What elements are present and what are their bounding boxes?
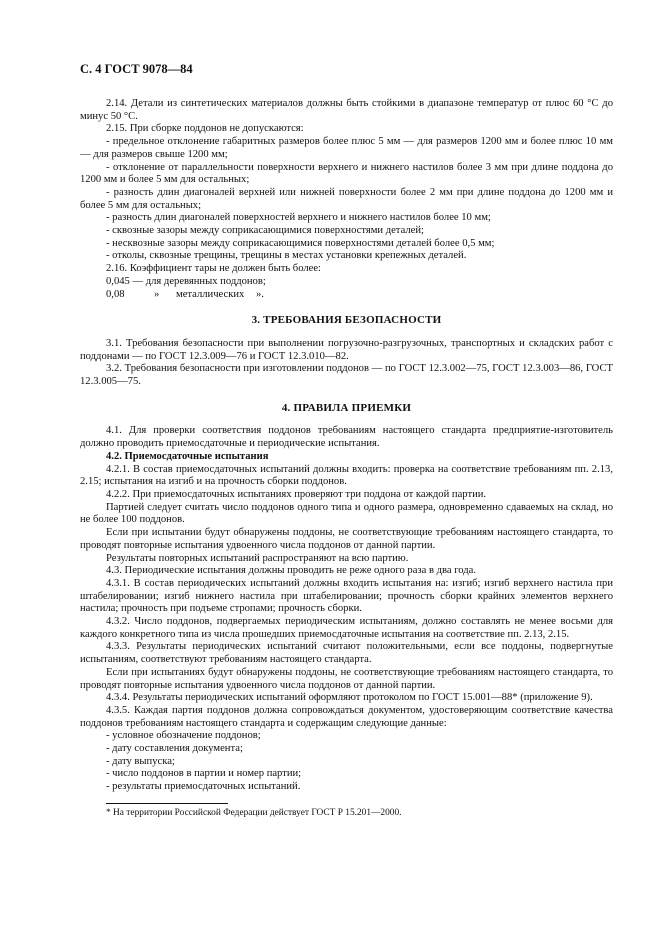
clause-4-1: 4.1. Для проверки соответствия поддонов требованиям настоящего стандарта предприятие-изготовитель должно проводить приемосдаточные и периодические испытания.	[80, 425, 613, 450]
tare-value: 0,08	[106, 288, 125, 300]
list-item: - отколы, сквозные трещины, трещины в местах установки крепежных деталей.	[106, 250, 467, 262]
clause-3-2: 3.2. Требования безопасности при изготовлении поддонов — по ГОСТ 12.3.002—75, ГОСТ 12.3.003—86, ГОСТ 12.3.005—75.	[80, 363, 613, 388]
clause-2-14: 2.14. Детали из синтетических материалов должны быть стойкими в диапазоне температур от плюс 60 °С до минус 50 °С.	[80, 98, 613, 122]
page-header: С. 4 ГОСТ 9078—84	[80, 62, 193, 76]
clause-4-3: 4.3. Периодические испытания должны проводить не реже одного раза в два года.	[106, 565, 477, 577]
clause-4-3-1: 4.3.1. В состав периодических испытаний должны входить испытания на: изгиб; изгиб верхнего настила при штабелировании; изгиб нижнего настила при штабелировании; прочность сборки крайних элементов верхнего настила; прочность при подъеме стропами; прочность сборки.	[80, 577, 613, 615]
tare-material: металлических	[176, 288, 245, 300]
clause-4-3-4: 4.3.4. Результаты периодических испытаний оформляют протоколом по ГОСТ 15.001—88* (приложение 9).	[106, 692, 593, 704]
ditto-mark: »	[154, 288, 160, 300]
clause-4-3-5: 4.3.5. Каждая партия поддонов должна сопровождаться документом, удостоверяющим соответствие качества поддонов требованиям настоящего стандарта и содержащим следующие данные:	[80, 704, 613, 729]
list-item: - дату выпуска;	[106, 755, 175, 767]
tare-row-wood-text: 0,045 — для деревянных поддонов;	[106, 275, 266, 287]
clause-4-2-1: 4.2.1. В состав приемосдаточных испытаний должны входить: проверка на соответствие требованиям пп. 2.13, 2.15; испытания на изгиб и на прочность сборки поддонов.	[80, 463, 613, 488]
paragraph: Если при испытаниях будут обнаружены поддоны, не соответствующие требованиям настоящего стандарта, то проводят повторные испытания удвоенного числа поддонов от данной партии.	[80, 666, 613, 691]
clause-4-3-3: 4.3.3. Результаты периодических испытаний считают положительными, если все поддоны, подвергнутые испытаниям, соответствуют требованиям настоящего стандарта.	[80, 641, 613, 666]
list-item: - предельное отклонение габаритных размеров более плюс 5 мм — для размеров 1200 мм и более плюс 10 мм — для размеров свыше 1200 мм;	[80, 136, 613, 160]
clause-2-15: 2.15. При сборке поддонов не допускаются:	[106, 123, 304, 135]
tare-row-metal	[80, 289, 613, 302]
list-item: - разность длин диагоналей верхней или нижней поверхности более 2 мм при длине поддона до 1200 мм и более 5 мм для остальных;	[80, 186, 613, 211]
list-item: - разность длин диагоналей поверхностей верхнего и нижнего настилов более 10 мм;	[106, 212, 491, 224]
ditto-mark: ».	[256, 288, 264, 300]
clause-4-3-2: 4.3.2. Число поддонов, подвергаемых периодическим испытаниям, должно составлять не менее восьми для каждого конкретного типа из числа прошедших приемосдаточные испытания на соответствие пп. 2.13, 2.15.	[80, 616, 613, 640]
subsection-title: 4.2. Приемосдаточные испытания	[106, 450, 269, 462]
paragraph: Если при испытании будут обнаружены поддоны, не соответствующие требованиям настоящего стандарта, то проводят повторные испытания удвоенного числа поддонов от данной партии.	[80, 527, 613, 551]
paragraph: Партией следует считать число поддонов одного типа и одного размера, одновременно сдаваемых на склад, но не более 100 поддонов.	[80, 501, 613, 526]
list-item: - условное обозначение поддонов;	[106, 730, 261, 742]
clause-3-1: 3.1. Требования безопасности при выполнении погрузочно-разгрузочных, транспортных и складских работ с поддонами — по ГОСТ 12.3.009—76 и ГОСТ 12.3.010—82.	[80, 337, 613, 362]
paragraph: Результаты повторных испытаний распространяют на всю партию.	[106, 552, 409, 564]
list-item: - сквозные зазоры между соприкасающимися поверхностями деталей;	[106, 225, 424, 237]
list-item: - число поддонов в партии и номер партии;	[106, 768, 302, 780]
section-heading-acceptance: 4. ПРАВИЛА ПРИЕМКИ	[281, 401, 412, 414]
document-body	[80, 98, 613, 819]
list-item: - отклонение от параллельности поверхности верхнего и нижнего настилов более 3 мм при длине поддона до 1200 мм и более 5 мм для остальных;	[80, 161, 613, 186]
list-item: - дату составления документа;	[106, 743, 243, 755]
section-heading-safety: 3. ТРЕБОВАНИЯ БЕЗОПАСНОСТИ	[251, 314, 442, 327]
list-item: - результаты приемосдаточных испытаний.	[106, 781, 301, 793]
footnote: * На территории Российской Федерации действует ГОСТ Р 15.201—2000.	[106, 807, 402, 818]
footnote-divider	[106, 803, 228, 804]
list-item: - несквозные зазоры между соприкасающимися поверхностями деталей более 0,5 мм;	[106, 237, 495, 249]
clause-4-2-2: 4.2.2. При приемосдаточных испытаниях проверяют три поддона от каждой партии.	[106, 488, 487, 500]
tare-row-wood	[80, 276, 613, 289]
clause-2-16: 2.16. Коэффициент тары не должен быть более:	[106, 263, 321, 275]
